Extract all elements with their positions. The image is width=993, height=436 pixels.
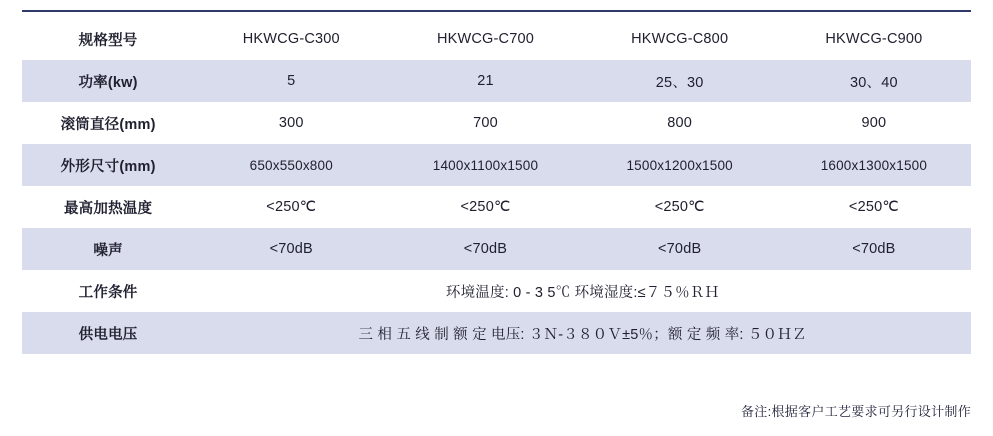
table-cell: <250℃ bbox=[388, 186, 582, 228]
table-cell: HKWCG-C800 bbox=[583, 18, 777, 60]
table-cell-merged: 环境温度: 0 - 3 5℃ 环境湿度:≤７５％ＲＨ bbox=[194, 270, 971, 312]
table-cell: 300 bbox=[194, 102, 388, 144]
table-cell: HKWCG-C300 bbox=[194, 18, 388, 60]
table-cell: 5 bbox=[194, 60, 388, 102]
table-cell-merged: 三 相 五 线 制 额 定 电压: ３Ｎ-３８０Ｖ±5％；额 定 频 率: ５０ＨＺ bbox=[194, 312, 971, 354]
table-cell: <70dB bbox=[194, 228, 388, 270]
row-label: 最高加热温度 bbox=[22, 186, 194, 228]
header-rule bbox=[22, 10, 971, 12]
table-row bbox=[22, 144, 971, 186]
table-cell: 1500x1200x1500 bbox=[583, 144, 777, 186]
table-row bbox=[22, 186, 971, 228]
row-label: 滚筒直径(mm) bbox=[22, 102, 194, 144]
table-cell: 25、30 bbox=[583, 60, 777, 102]
row-label: 功率(kw) bbox=[22, 60, 194, 102]
table-cell: <70dB bbox=[777, 228, 971, 270]
table-cell: <70dB bbox=[583, 228, 777, 270]
specification-table bbox=[22, 18, 971, 354]
table-cell: HKWCG-C900 bbox=[777, 18, 971, 60]
table-row bbox=[22, 102, 971, 144]
table-cell: 30、40 bbox=[777, 60, 971, 102]
table-cell: 21 bbox=[388, 60, 582, 102]
row-label: 工作条件 bbox=[22, 270, 194, 312]
table-row bbox=[22, 18, 971, 60]
table-cell: <250℃ bbox=[194, 186, 388, 228]
footer-note: 备注:根据客户工艺要求可另行设计制作 bbox=[740, 404, 971, 419]
table-cell: 800 bbox=[583, 102, 777, 144]
table-cell: 900 bbox=[777, 102, 971, 144]
row-label: 噪声 bbox=[22, 228, 194, 270]
table-row bbox=[22, 312, 971, 354]
table-cell: <70dB bbox=[388, 228, 582, 270]
table-row bbox=[22, 60, 971, 102]
table-row bbox=[22, 228, 971, 270]
table-cell: HKWCG-C700 bbox=[388, 18, 582, 60]
row-label: 供电电压 bbox=[22, 312, 194, 354]
table-cell: <250℃ bbox=[583, 186, 777, 228]
table-cell: 1400x1100x1500 bbox=[388, 144, 582, 186]
table-cell: 650x550x800 bbox=[194, 144, 388, 186]
table-row bbox=[22, 270, 971, 312]
table-cell: 1600x1300x1500 bbox=[777, 144, 971, 186]
table-cell: 700 bbox=[388, 102, 582, 144]
row-label: 规格型号 bbox=[22, 18, 194, 60]
row-label: 外形尺寸(mm) bbox=[22, 144, 194, 186]
table-cell: <250℃ bbox=[777, 186, 971, 228]
